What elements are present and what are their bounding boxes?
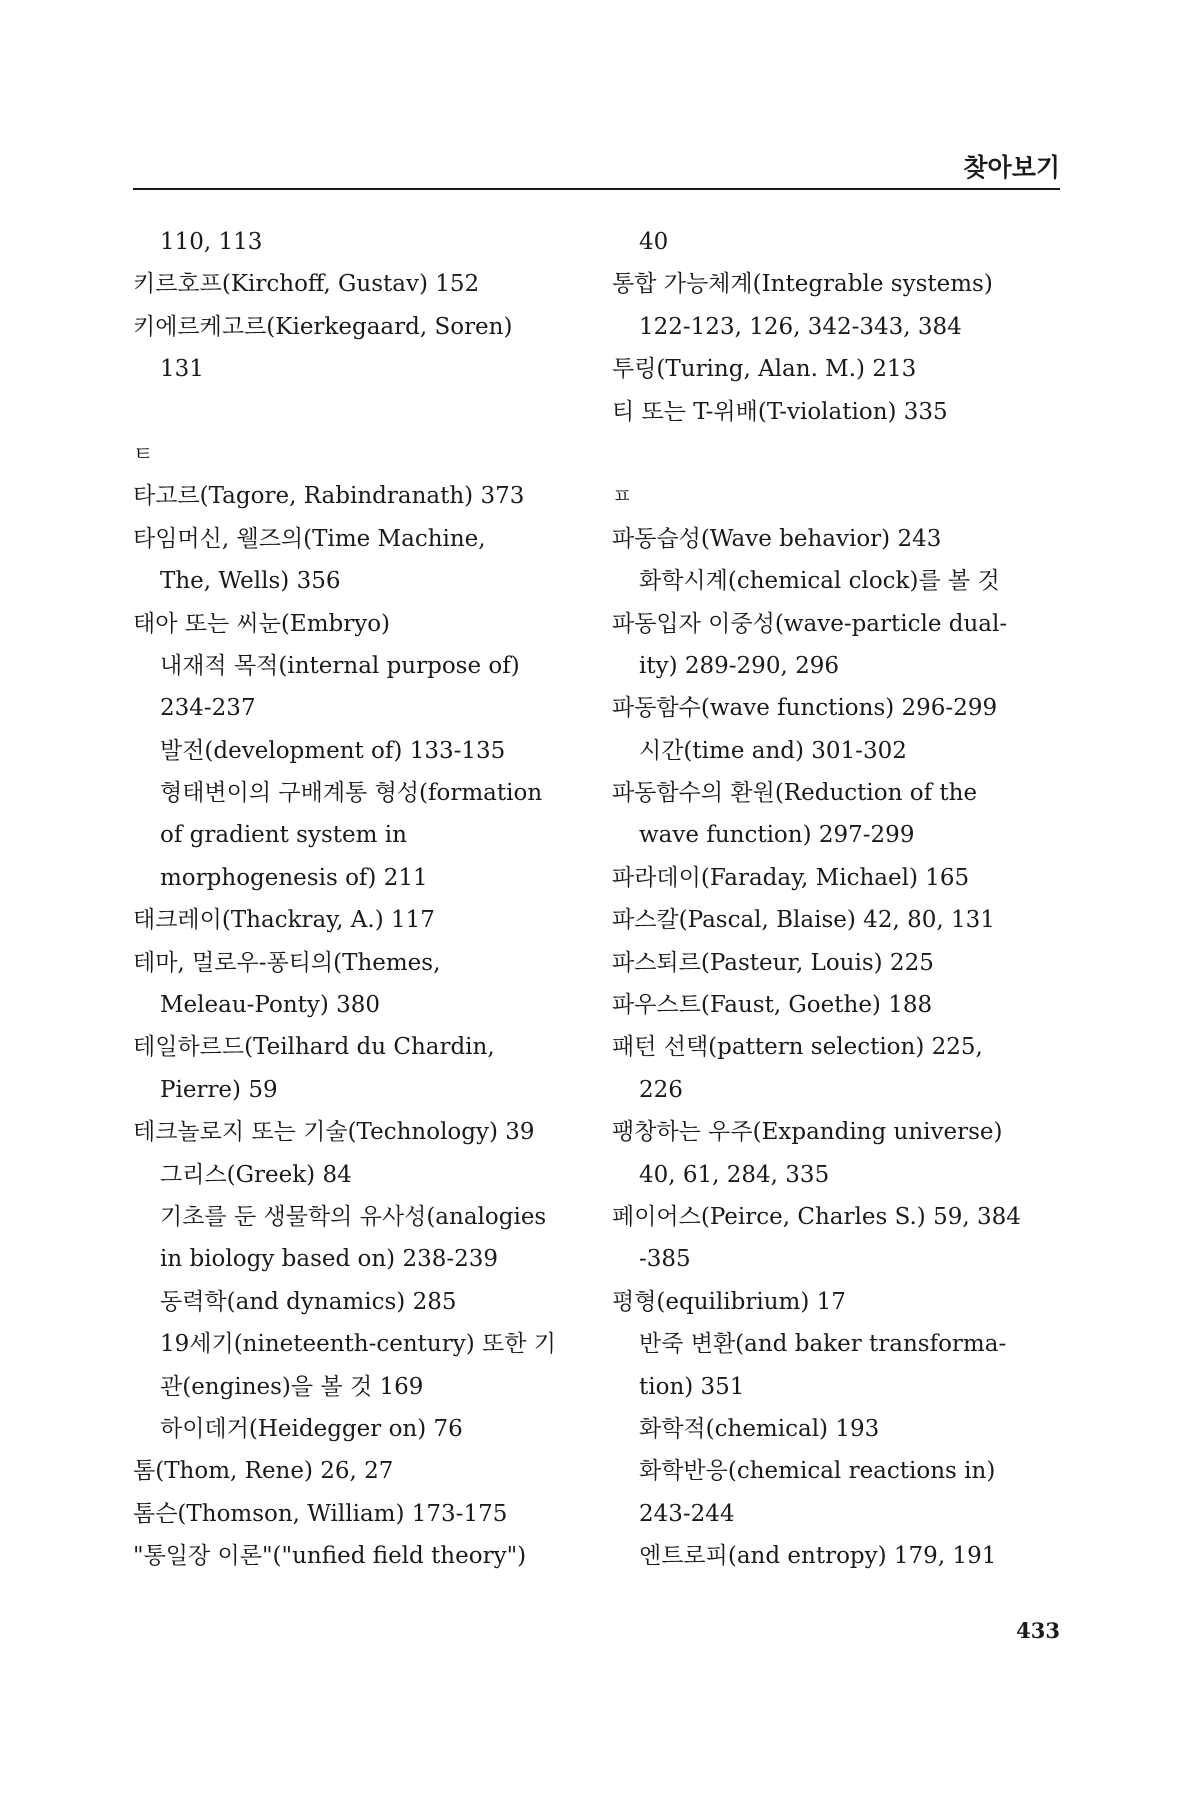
index-subentry: 발전(development of) 133-135: [160, 737, 506, 764]
index-entry: 파스칼(Pascal, Blaise) 42, 80, 131: [612, 907, 995, 934]
index-subentry: 화학반응(chemical reactions in): [639, 1458, 996, 1485]
index-entry: 평형(equilibrium) 17: [612, 1288, 846, 1315]
index-continuation: morphogenesis of) 211: [160, 864, 428, 891]
index-continuation: -385: [639, 1246, 691, 1273]
index-continuation: 122-123, 126, 342-343, 384: [639, 313, 962, 340]
index-subentry: 시간(time and) 301-302: [639, 737, 907, 764]
index-subentry: 기초를 둔 생물학의 유사성(analogies: [160, 1203, 547, 1230]
running-header-title: 찾아보기: [963, 153, 1060, 182]
index-subentry: 내재적 목적(internal purpose of): [160, 652, 520, 679]
index-entry: 파동입자 이중성(wave-particle dual-: [612, 610, 1008, 637]
index-subentry: 반죽 변환(and baker transforma-: [639, 1331, 1007, 1358]
index-continuation: 234-237: [160, 695, 256, 722]
index-entry: 키르호프(Kirchoff, Gustav) 152: [133, 271, 480, 298]
index-entry: 파동함수(wave functions) 296-299: [612, 695, 998, 722]
index-entry: 테마, 멀로우-퐁티의(Themes,: [133, 949, 441, 976]
index-continuation: ity) 289-290, 296: [639, 652, 839, 679]
index-entry: 팽창하는 우주(Expanding universe): [612, 1119, 1003, 1146]
index-entry: "통일장 이론"("unfied field theory"): [133, 1543, 527, 1570]
index-continuation: wave function) 297-299: [639, 822, 915, 849]
index-entry: 패턴 선택(pattern selection) 225,: [612, 1034, 983, 1061]
page-number: 433: [1016, 1618, 1060, 1643]
index-entry: 파라데이(Faraday, Michael) 165: [612, 864, 970, 891]
index-continuation: The, Wells) 356: [160, 568, 341, 595]
index-section-heading: ㅍ: [612, 484, 633, 509]
index-continuation: in biology based on) 238-239: [160, 1246, 499, 1273]
index-entry: 타고르(Tagore, Rabindranath) 373: [133, 483, 525, 510]
index-entry: 파동습성(Wave behavior) 243: [612, 525, 942, 552]
index-entry: 파동함수의 환원(Reduction of the: [612, 780, 978, 807]
index-continuation: 110, 113: [160, 229, 263, 255]
index-continuation: 관(engines)을 볼 것 169: [160, 1373, 424, 1400]
index-entry: 투링(Turing, Alan. M.) 213: [612, 356, 917, 383]
index-subentry: 그리스(Greek) 84: [160, 1161, 352, 1188]
index-continuation: 226: [639, 1076, 683, 1103]
index-column-right: [612, 221, 1072, 1578]
index-entry: 톰(Thom, Rene) 26, 27: [133, 1458, 394, 1485]
index-continuation: 40, 61, 284, 335: [639, 1161, 830, 1188]
index-continuation: Meleau-Ponty) 380: [160, 992, 381, 1019]
blank-line: [133, 391, 593, 433]
index-entry: 테일하르드(Teilhard du Chardin,: [133, 1034, 495, 1061]
index-continuation: Pierre) 59: [160, 1076, 278, 1103]
index-entry: 페이어스(Peirce, Charles S.) 59, 384: [612, 1203, 1021, 1230]
index-subentry: 19세기(nineteenth-century) 또한 기: [160, 1331, 556, 1358]
index-subentry: 엔트로피(and entropy) 179, 191: [639, 1543, 997, 1570]
index-entry: 톰슨(Thomson, William) 173-175: [133, 1500, 508, 1527]
index-entry: 통합 가능체계(Integrable systems): [612, 271, 993, 298]
header-rule: [133, 188, 1060, 190]
index-entry: 티 또는 T-위배(T-violation) 335: [612, 398, 948, 425]
index-entry: 타임머신, 웰즈의(Time Machine,: [133, 525, 486, 552]
index-continuation: of gradient system in: [160, 822, 407, 849]
index-subentry: 하이데거(Heidegger on) 76: [160, 1415, 463, 1442]
index-subentry: 형태변이의 구배계통 형성(formation: [160, 780, 543, 807]
blank-line: [612, 433, 1072, 475]
index-subentry: 동력학(and dynamics) 285: [160, 1288, 457, 1315]
index-entry: 테크놀로지 또는 기술(Technology) 39: [133, 1119, 535, 1146]
index-entry: 키에르케고르(Kierkegaard, Soren): [133, 313, 513, 340]
index-continuation: 131: [160, 356, 204, 383]
index-entry: 태크레이(Thackray, A.) 117: [133, 907, 435, 934]
index-continuation: 243-244: [639, 1500, 735, 1527]
index-subentry: 화학시계(chemical clock)를 볼 것: [639, 568, 1000, 595]
index-continuation: tion) 351: [639, 1373, 745, 1400]
index-section-heading: ㅌ: [133, 441, 154, 466]
index-continuation: 40: [639, 229, 669, 255]
index-entry: 파우스트(Faust, Goethe) 188: [612, 992, 933, 1019]
index-entry: 태아 또는 씨눈(Embryo): [133, 610, 391, 637]
index-column-left: [133, 221, 593, 1578]
index-subentry: 화학적(chemical) 193: [639, 1415, 880, 1442]
index-entry: 파스퇴르(Pasteur, Louis) 225: [612, 949, 934, 976]
